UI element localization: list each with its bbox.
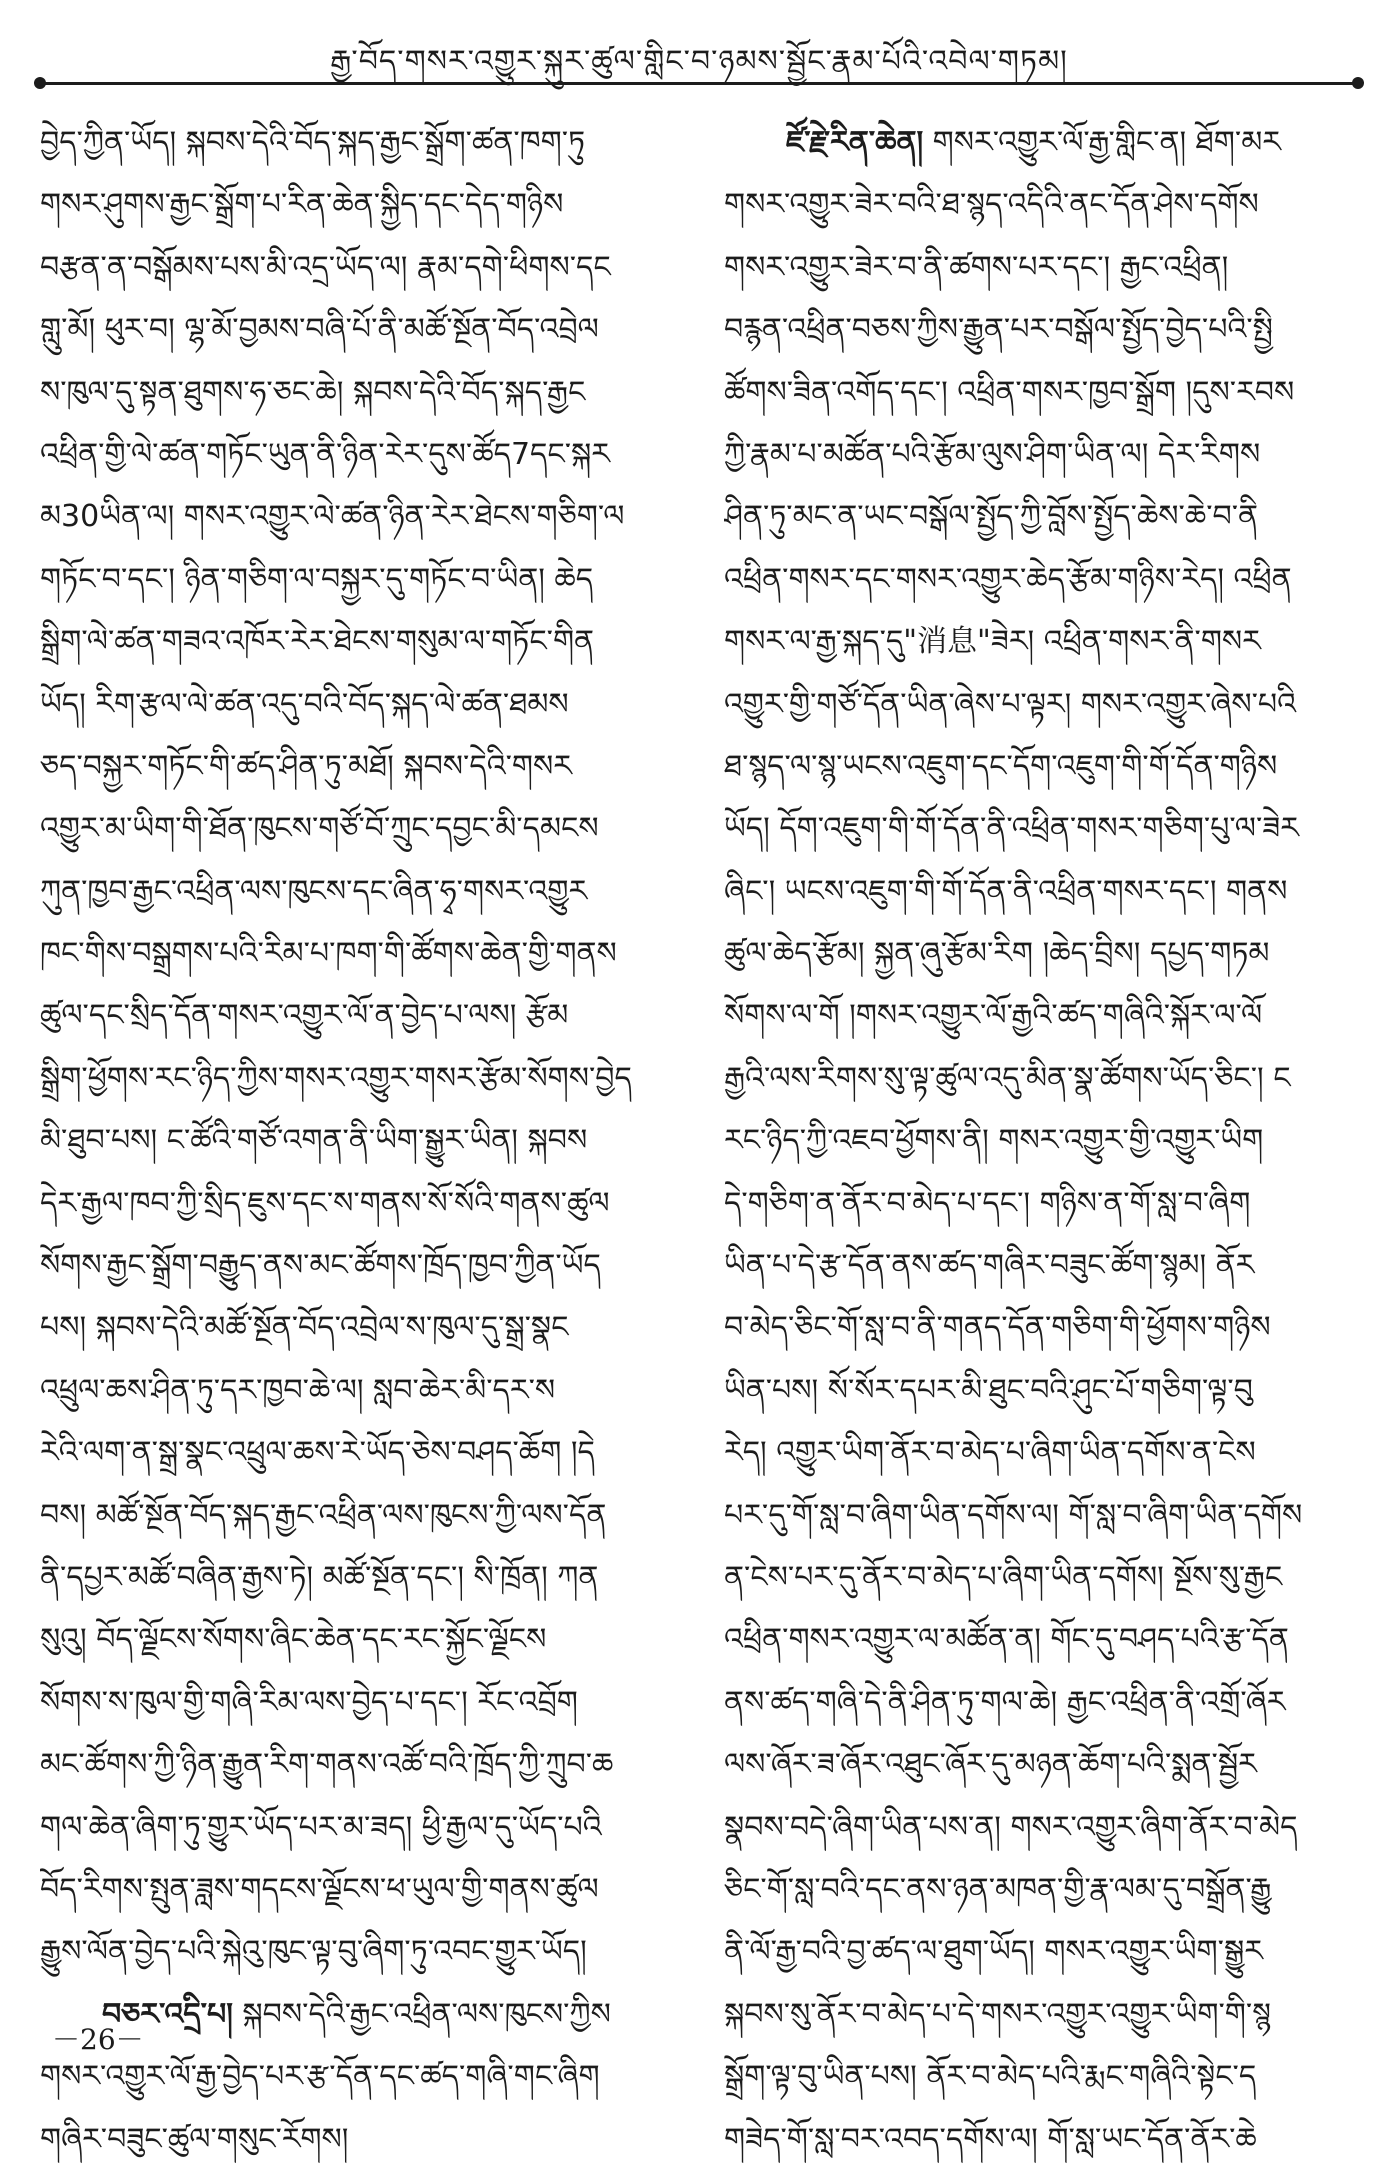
text-line: སྒྲིག་ལེ་ཚན་གཟའ་འཁོར་རེར་ཐེངས་གསུམ་ལ་གཏོང་གིན xyxy=(40,624,595,660)
text-line: ཅད་བསྐྱར་གཏོང་གི་ཚད་ཤིན་ཏུ་མཐོ། སྐབས་དེའི་གསར xyxy=(40,748,572,784)
text-line: ཀུན་ཁྱབ་རྒྱང་འཕྲིན་ལས་ཁུངས་དང་ཞིན་ཧྭ་གསར་འགྱུར xyxy=(40,873,588,909)
text-line: ལས་ཞོར་ཟ་ཞོར་འཐུང་ཞོར་དུ་མཉན་ཆོག་པའི་སྨན་སྦྱོར xyxy=(724,1747,1257,1783)
text-line: པར་དུ་གོ་སླ་བ་ཞིག་ཡིན་དགོས་ལ། གོ་སླ་བ་ཞིག་ཡིན་དགོས xyxy=(724,1497,1303,1533)
text-line: སྒྲོག་ལྟ་བུ་ཡིན་པས། ནོར་བ་མེད་པའི་རྨང་གཞིའི་སྟེང་ད xyxy=(724,2059,1257,2095)
text-line: ན་ངེས་པར་དུ་ནོར་བ་མེད་པ་ཞིག་ཡིན་དགོས། སྔོས་སུ་རྒྱང xyxy=(724,1559,1283,1595)
speaker-heading: ཛོ་རྗེ་རིན་ཆེན། xyxy=(786,125,924,160)
text-line: བས། མཚོ་སྔོན་བོད་སྐད་རྒྱང་འཕྲིན་ལས་ཁུངས་ཀྱི་ལས་དོན xyxy=(40,1497,607,1533)
text-line: བྱེད་ཀྱིན་ཡོད། སྐབས་དེའི་བོད་སྐད་རྒྱང་སྒྲོག་ཚན་ཁག་ཏུ xyxy=(40,125,586,160)
text-line: ནི་དཔྱར་མཚོ་བཞིན་རྒྱས་ཏེ། མཚོ་སྔོན་དང་། སི་ཁྲོན། ཀན xyxy=(40,1559,599,1595)
text-line: གཏོང་བ་དང་། ཉིན་གཅིག་ལ་བསྐྱར་དུ་གཏོང་བ་ཡིན། ཆེད xyxy=(40,561,594,597)
rule-right-dot xyxy=(1352,77,1364,89)
text-line: ཡིན་པ་དེ་རྩ་དོན་ནས་ཚད་གཞིར་བཟུང་ཚོག་སྙམ། ནོར xyxy=(724,1248,1255,1284)
text-line: སྒྲིག་ཕྱོགས་རང་ཉིད་ཀྱིས་གསར་འགྱུར་གསར་རྩོམ་སོགས་བྱེད xyxy=(40,1060,632,1096)
text-line: སུའུ། བོད་ལྗོངས་སོགས་ཞིང་ཆེན་དང་རང་སྐྱོང་ལྗོངས xyxy=(40,1622,547,1658)
line-text: སྐབས་དེའི་རྒྱང་འཕྲིན་ལས་ཁུངས་ཀྱིས xyxy=(232,1996,611,2032)
text-line: རེད། འགྱུར་ཡིག་ནོར་བ་མེད་པ་ཞིག་ཡིན་དགོས་ན་ངེས xyxy=(724,1435,1256,1471)
left-text-column xyxy=(40,112,680,2171)
text-line: འཕྲིན་གསར་འགྱུར་ལ་མཚོན་ན། གོང་དུ་བཤད་པའི་རྩ་དོན xyxy=(724,1622,1289,1658)
text-line: གསར་འགྱུར་ལོ་རྒྱ་བྱེད་པར་རྩ་དོན་དང་ཚད་གཞི་གང་ཞིག xyxy=(40,2059,600,2095)
text-line: གསར་ལ་རྒྱ་སྐད་དུ"消息"ཟེར། འཕྲིན་གསར་ནི་གསར xyxy=(724,624,1261,660)
text-line: སོགས་ས་ཁུལ་གྱི་གཞི་རིམ་ལས་བྱེད་པ་དང་། རོང་འབྲོག xyxy=(40,1684,578,1720)
text-line: ཅིང་གོ་སླ་བའི་དང་ནས་ཉན་མཁན་གྱི་རྣ་ལམ་དུ་བསྒྲོན་རྒྱུ xyxy=(724,1871,1272,1907)
text-line: མང་ཚོགས་ཀྱི་ཉིན་རྒྱུན་རིག་གནས་འཚོ་བའི་ཁྲོད་ཀྱི་ཀྲུབ་ཆ xyxy=(40,1747,614,1783)
text-line: སྣབས་བདེ་ཞིག་ཡིན་པས་ན། གསར་འགྱུར་ཞིག་ནོར་བ་མེད xyxy=(724,1809,1298,1845)
text-line: རང་ཉིད་ཀྱི་འཇབ་ཕྱོགས་ནི། གསར་འགྱུར་གྱི་འགྱུར་ཡིག xyxy=(724,1123,1264,1159)
text-line: དེར་རྒྱལ་ཁབ་ཀྱི་སྲིད་ཇུས་དང་ས་གནས་སོ་སོའི་གནས་ཚུལ xyxy=(40,1185,610,1221)
text-line: རྒྱའི་ལས་རིགས་སུ་ལྟ་ཚུལ་འདུ་མིན་སྣ་ཚོགས་ཡོད་ཅིང་། ང xyxy=(724,1060,1291,1096)
text-line: འཕྲིན་གསར་དང་གསར་འགྱུར་ཆེད་རྩོམ་གཉིས་རེད། འཕྲིན xyxy=(724,561,1292,597)
text-line: འགྱུར་གྱི་གཙོ་དོན་ཡིན་ཞེས་པ་ལྟར། གསར་འགྱུར་ཞེས་པའི xyxy=(724,686,1297,722)
text-line: གསར་འགྱུར་ཟེར་བའི་ཐ་སྙད་འདིའི་ནང་དོན་ཤེས་དགོས xyxy=(724,187,1259,223)
text-line: འགྱུར་མ་ཡིག་གི་ཐོན་ཁུངས་གཙོ་བོ་ཀྲུང་དབྱང་མི་དམངས xyxy=(40,811,599,847)
text-line: ནི་ལོ་རྒྱ་བའི་བྱ་ཚད་ལ་ཐུག་ཡོད། གསར་འགྱུར་ཡིག་སྒྱུར xyxy=(724,1934,1263,1970)
text-line: ནས་ཚད་གཞི་དེ་ནི་ཤིན་ཏུ་གལ་ཆེ། རྒྱང་འཕྲིན་ནི་འགྲོ་ཞོར xyxy=(724,1684,1286,1720)
text-line: ཚུལ་ཆེད་རྩོམ། སྐྱན་ཞུ་རྩོམ་རིག །ཆེད་བྲིས། དཔྱད་གཏམ xyxy=(724,936,1270,972)
text-line xyxy=(724,112,1364,174)
page-number: －26－ xyxy=(52,2023,144,2056)
running-header: རྒྱ་བོད་གསར་འགྱུར་སྐུར་ཚུལ་གླིང་བ་ཉམས་སྦྱོང་རྣམ་པོའི་འབེལ་གཏམ། xyxy=(330,44,1068,79)
text-line: ཚོགས་ཟིན་འགོད་དང་། འཕྲིན་གསར་ཁྱབ་སྒྲོག །དུས་རབས xyxy=(724,374,1295,410)
text-line: དེ་གཅིག་ན་ནོར་བ་མེད་པ་དང་། གཉིས་ན་གོ་སླ་བ་ཞིག xyxy=(724,1185,1251,1221)
line-text: གསར་འགྱུར་ལོ་རྒྱ་གླིང་ན། ཐོག་མར xyxy=(923,125,1281,160)
text-line: མི་ཐུབ་པས། ང་ཚོའི་གཙོ་འགན་ནི་ཡིག་སྒྱུར་ཡིན། སྐབས xyxy=(40,1123,588,1159)
text-line: མ30ཡིན་ལ། གསར་འགྱུར་ལེ་ཚན་ཉིན་རེར་ཐེངས་གཅིག་ལ xyxy=(40,499,625,535)
text-line: ཡིན་པས། སོ་སོར་དཔར་མི་ཐུང་བའི་ཤུང་པོ་གཅིག་ལྟ་བུ xyxy=(724,1372,1253,1408)
text-line: པས། སྐབས་དེའི་མཚོ་སྔོན་བོད་འབྲེལ་ས་ཁུལ་དུ་སྒྲ་སྣང xyxy=(40,1310,569,1346)
text-line: ཤིན་ཏུ་མང་ན་ཡང་བསྒོལ་སྤྱོད་ཀྱི་བློས་སྤྱོད་ཆེས་ཆེ་བ་ནི xyxy=(724,499,1259,535)
speaker-heading: བཅར་འདྲི་པ། xyxy=(102,1996,233,2032)
header-rule xyxy=(40,82,1358,85)
text-line: བོད་རིགས་སྤུན་ཟླས་གདངས་ལྗོངས་ཕ་ཡུལ་གྱི་གནས་ཚུལ xyxy=(40,1871,599,1907)
text-line: ཐ་སྙད་ལ་སྙ་ཡངས་འཇུག་དང་དོག་འཇུག་གི་གོ་དོན་གཉིས xyxy=(724,748,1278,784)
text-line: གཞིར་བཟུང་ཚུལ་གསུང་རོགས། xyxy=(40,2121,349,2157)
text-line: རྒྱུས་ལོན་བྱེད་པའི་སྐེའུ་ཁུང་ལྟ་བུ་ཞིག་ཏུ་འབང་གྱུར་ཡོད། xyxy=(40,1934,587,1970)
text-line: སྐབས་སུ་ནོར་བ་མེད་པ་དེ་གསར་འགྱུར་འགྱུར་ཡིག་གི་སྙ xyxy=(724,1996,1271,2032)
text-line: འཕྲིན་གྱི་ལེ་ཚན་གཏོང་ཡུན་ནི་ཉིན་རེར་དུས་ཚོད7དང་སྐར xyxy=(40,436,610,472)
text-line: འཕྲུལ་ཆས་ཤིན་ཏུ་དར་ཁྱབ་ཆེ་ལ། སླབ་ཆེར་མི་དར་ས xyxy=(40,1372,556,1408)
text-line: ས་ཁུལ་དུ་སྟན་ཐུགས་ཧ་ཅང་ཆེ། སྐབས་དེའི་བོད་སྐད་རྒྱང xyxy=(40,374,586,410)
right-text-column xyxy=(724,112,1364,2171)
text-line: གཟེད་གོ་སླ་བར་འབད་དགོས་ལ། གོ་སླ་ཡང་དོན་ནོར་ཆེ xyxy=(724,2121,1257,2157)
text-line: ཡོད། དོག་འཇུག་གི་གོ་དོན་ནི་འཕྲིན་གསར་གཅིག་པུ་ལ་ཟེར xyxy=(724,811,1299,847)
text-line: བ་མེད་ཅིང་གོ་སླ་བ་ནི་གནད་དོན་གཅིག་གི་ཕྱོགས་གཉིས xyxy=(724,1310,1271,1346)
text-line: ཀྱི་རྣམ་པ་མཚོན་པའི་རྩོམ་ལུས་ཤིག་ཡིན་ལ། དེར་རིགས xyxy=(724,436,1261,472)
text-line: གསར་འགྱུར་ཟེར་བ་ནི་ཚགས་པར་དང་། རྒྱང་འཕྲིན། xyxy=(724,249,1229,285)
text-line: བརྩན་ན་བསྒོམས་པས་མི་འདྲ་ཡོད་ལ། རྣམ་དགེ་ཕིགས་དང xyxy=(40,249,611,285)
text-line: ཁང་གིས་བསྒྲགས་པའི་རིམ་པ་ཁག་གི་ཚོགས་ཆེན་གྱི་གནས xyxy=(40,936,617,972)
text-line: ཞིང་། ཡངས་འཇུག་གི་གོ་དོན་ནི་འཕྲིན་གསར་དང་། གནས xyxy=(724,873,1288,909)
text-line: ཡོད། རིག་རྩལ་ལེ་ཚན་འདུ་བའི་བོད་སྐད་ལེ་ཚན་ཐམས xyxy=(40,686,569,722)
text-line: བརྙན་འཕྲིན་བཅས་ཀྱིས་རྒྱུན་པར་བསྒོལ་སྤྱོད་བྱེད་པའི་སྤྱི xyxy=(724,312,1273,348)
text-line: སོགས་རྒྱང་སྒྲོག་བརྒྱུད་ནས་མང་ཚོགས་ཁྲོད་ཁྱབ་ཀྱིན་ཡོད xyxy=(40,1248,601,1284)
text-line: སོགས་ལ་གོ །གསར་འགྱུར་ལོ་རྒྱའི་ཚད་གཞིའི་སྐོར་ལ་ལོ xyxy=(724,998,1263,1034)
text-line: ཚུལ་དང་སྲིད་དོན་གསར་འགྱུར་ལོ་ན་བྱེད་པ་ལས། རྩོམ xyxy=(40,998,569,1034)
text-line: རེའི་ལག་ན་སྒྲ་སྣང་འཕྲུལ་ཆས་རེ་ཡོད་ཅེས་བཤད་ཆོག །དེ xyxy=(40,1435,595,1471)
text-line: གལ་ཆེན་ཞིག་ཏུ་གྱུར་ཡོད་པར་མ་ཟད། ཕྱི་རྒྱལ་དུ་ཡོད་པའི xyxy=(40,1809,602,1845)
text-line: གསར་ཤུགས་རྒྱང་སྒྲོག་པ་རིན་ཆེན་སྐྱིད་དང་དེད་གཉིས xyxy=(40,187,564,223)
text-line: གླུ་མོ། ཕུར་བ། ལྷ་མོ་བྱམས་བཞི་པོ་ནི་མཚོ་སྔོན་བོད་འབྲེལ xyxy=(40,312,599,348)
